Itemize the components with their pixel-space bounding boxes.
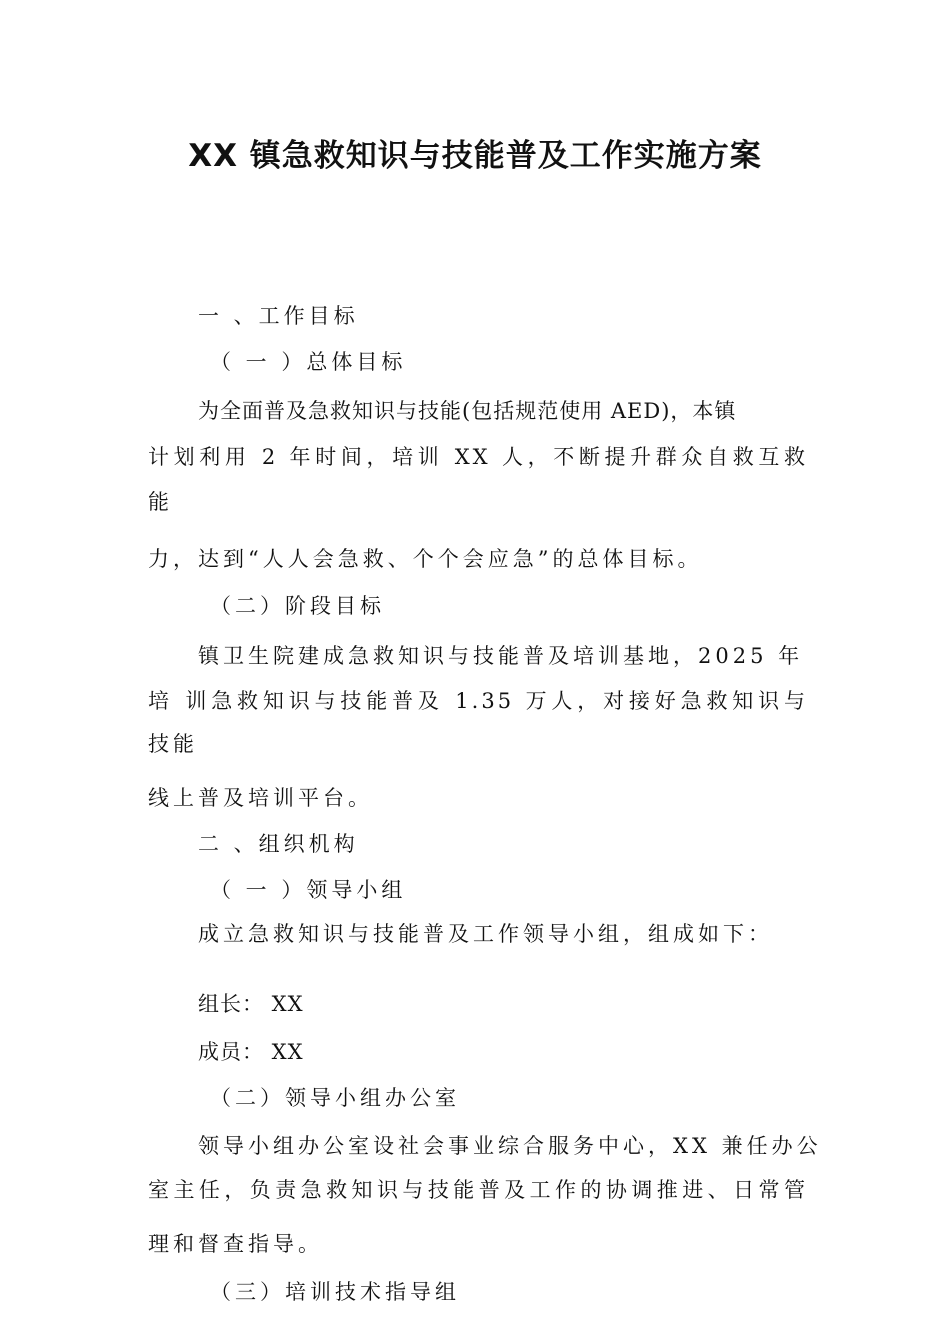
paragraph-line: 镇卫生院建成急救知识与技能普及培训基地，2025 年	[198, 644, 804, 668]
paragraph-line: 为全面普及急救知识与技能(包括规范使用 AED)，本镇	[198, 399, 737, 423]
subsection-heading-group-office: （二）领导小组办公室	[210, 1086, 460, 1110]
subsection-heading-leading-group: （ 一 ）领导小组	[210, 878, 407, 902]
paragraph-line: 能	[148, 490, 173, 514]
subsection-heading-training-guidance: （三）培训技术指导组	[210, 1280, 460, 1304]
subsection-heading-overall-goal: （ 一 ）总体目标	[210, 350, 407, 374]
paragraph-line: 室主任，负责急救知识与技能普及工作的协调推进、日常管	[148, 1178, 808, 1202]
document-title: XX 镇急救知识与技能普及工作实施方案	[188, 138, 762, 174]
subsection-heading-stage-goal: （二）阶段目标	[210, 594, 385, 618]
paragraph-line: 力，达到“人人会急救、个个会应急”的总体目标。	[148, 547, 703, 571]
group-leader-line: 组长： XX	[198, 992, 304, 1016]
paragraph-line: 成立急救知识与技能普及工作领导小组，组成如下：	[198, 922, 773, 946]
paragraph-line: 线上普及培训平台。	[148, 786, 373, 810]
paragraph-line: 计划利用 2 年时间，培训 XX 人，不断提升群众自救互救	[148, 445, 808, 469]
paragraph-line: 领导小组办公室设社会事业综合服务中心，XX 兼任办公	[198, 1134, 822, 1158]
paragraph-line: 技能	[148, 732, 198, 756]
group-member-line: 成员： XX	[198, 1040, 304, 1064]
section-heading-work-goals: 一 、工作目标	[198, 304, 359, 328]
paragraph-line: 理和督查指导。	[148, 1232, 323, 1256]
paragraph-line: 培 训急救知识与技能普及 1.35 万人，对接好急救知识与	[148, 689, 808, 713]
section-heading-organization: 二 、组织机构	[198, 832, 359, 856]
